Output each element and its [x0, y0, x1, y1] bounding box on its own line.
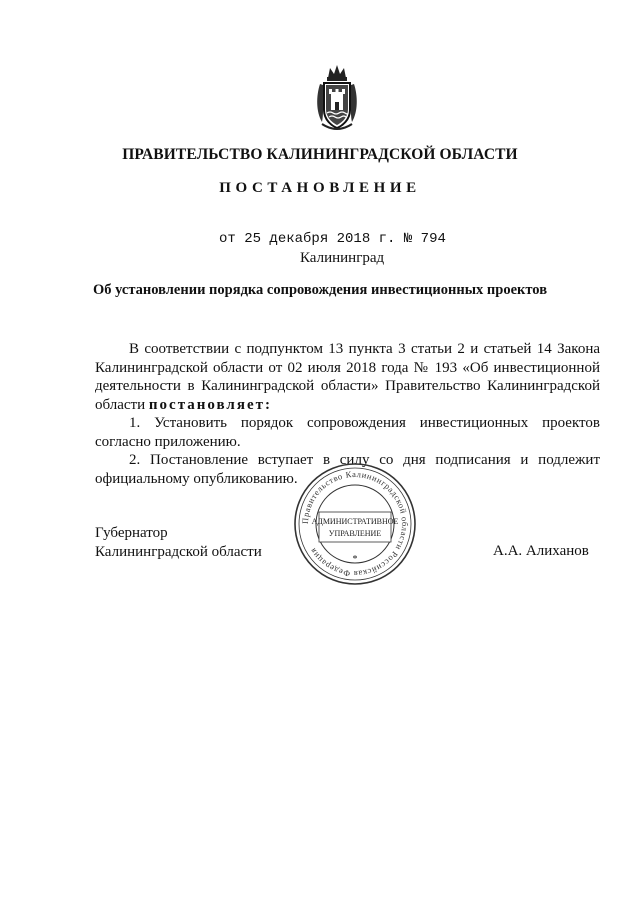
city: Калининград: [300, 250, 385, 266]
government-title: ПРАВИТЕЛЬСТВО КАЛИНИНГРАДСКОЙ ОБЛАСТИ: [122, 146, 518, 163]
decree-word: постановляет:: [148, 396, 272, 413]
position-line: Губернатор: [95, 525, 168, 541]
date-prefix: от: [219, 231, 236, 247]
coat-of-arms-icon: [314, 62, 360, 132]
list-item: 1. Установить порядок сопровождения инвестиционных проектов согласно приложению.: [95, 415, 600, 450]
stamp-center-line: АДМИНИСТРАТИВНОЕ: [311, 517, 399, 526]
stamp-ring-text: Правительство Калининградской области Российская Федерация: [299, 468, 411, 580]
document-date: 25 декабря 2018 г.: [244, 231, 396, 247]
preamble-text: В соответствии с подпунктом 13 пункта 3 статьи 2 и статьей 14 Закона Калининградской области от 02 июля 2018 года № 193 «Об инвестиционной деятельности в Калининградской области» Правительство Калининградской области: [95, 341, 600, 413]
document-number: 794: [420, 231, 446, 247]
position-line: Калининградской области: [95, 544, 262, 560]
document-subject: Об установлении порядка сопровождения инвестиционных проектов: [92, 282, 548, 298]
official-stamp: [293, 462, 417, 586]
stamp-center-line: УПРАВЛЕНИЕ: [328, 529, 382, 538]
number-sign: №: [403, 231, 413, 247]
stamp-star: *: [352, 554, 358, 565]
preamble-paragraph: [95, 340, 600, 414]
signatory-position: [95, 524, 262, 562]
list-item: 2. Постановление вступает в силу со дня подписания и подлежит официальному опубликованию.: [95, 452, 600, 487]
date-number-line: [219, 231, 446, 247]
signatory-name: А.А. Алиханов: [493, 543, 589, 559]
document-type: ПОСТАНОВЛЕНИЕ: [219, 180, 421, 196]
